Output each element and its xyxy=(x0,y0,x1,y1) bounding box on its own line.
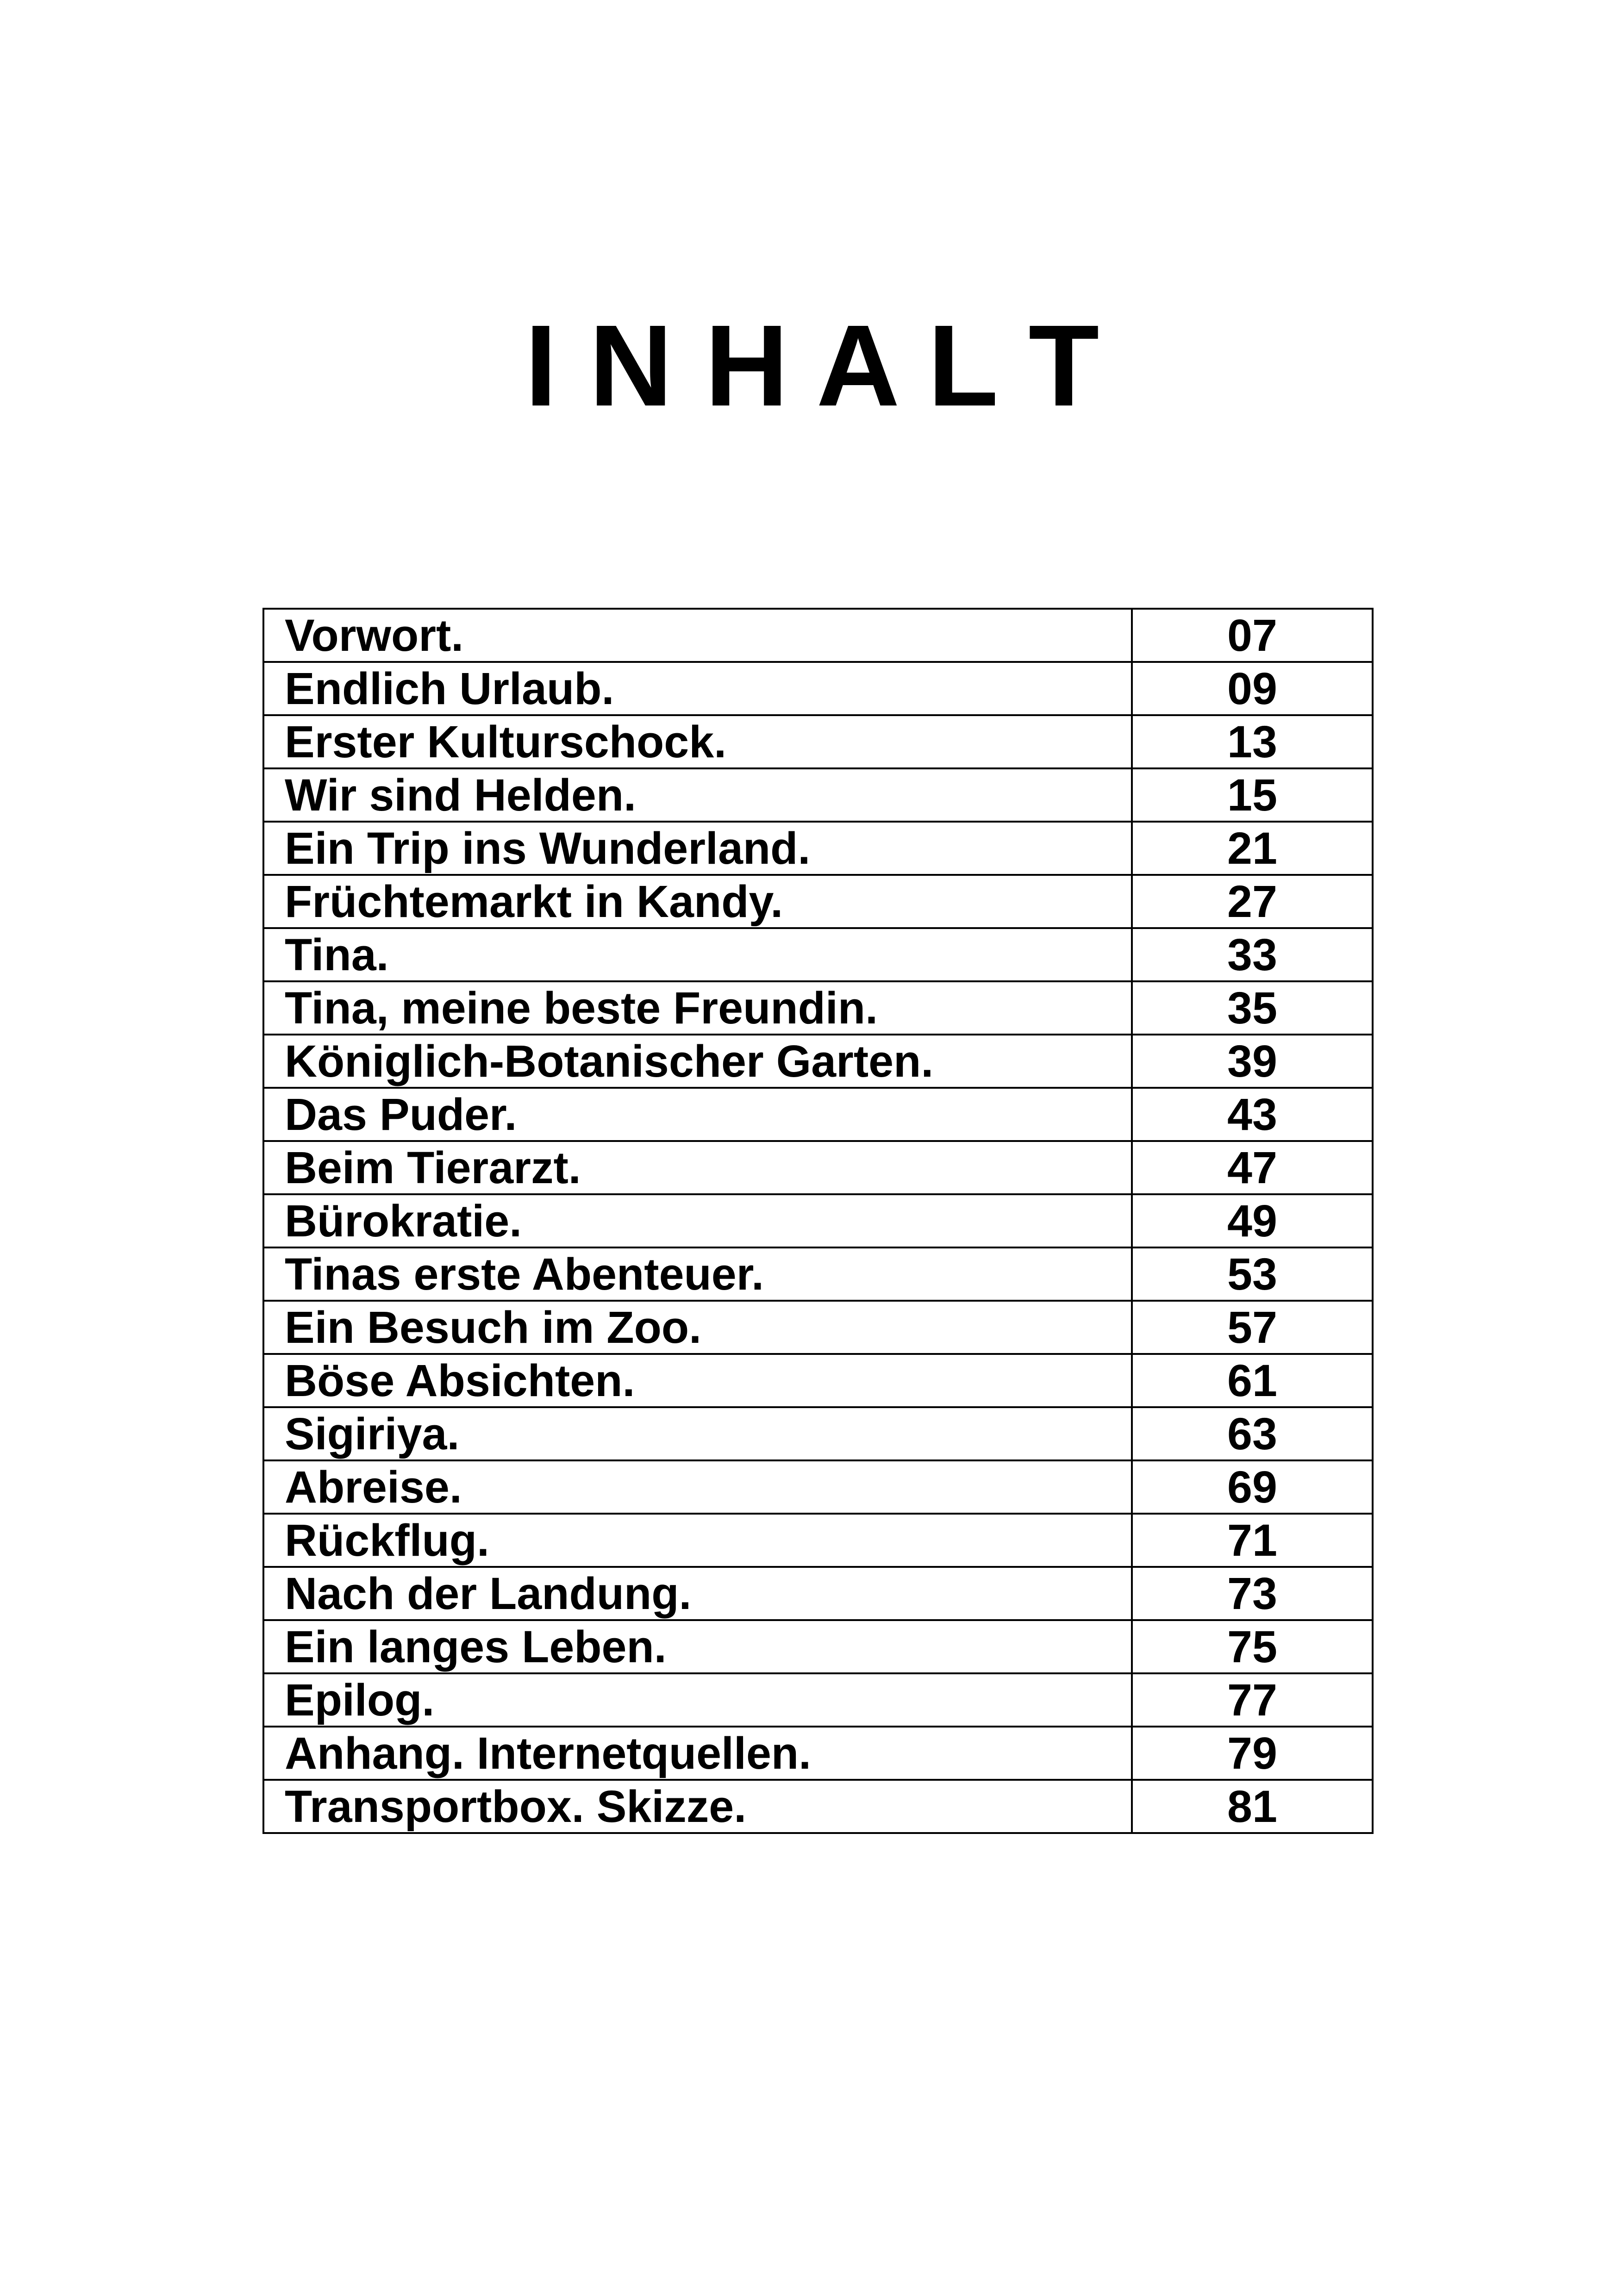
chapter-title: Böse Absichten. xyxy=(263,1354,1132,1407)
toc-row xyxy=(263,822,1373,875)
chapter-title: Transportbox. Skizze. xyxy=(263,1780,1132,1833)
toc-row xyxy=(263,662,1373,715)
toc-row xyxy=(263,1620,1373,1673)
chapter-title: Wir sind Helden. xyxy=(263,768,1132,822)
toc-row xyxy=(263,1141,1373,1194)
page-number: 49 xyxy=(1132,1194,1373,1247)
toc-row xyxy=(263,1247,1373,1301)
page-number: 47 xyxy=(1132,1141,1373,1194)
page-number: 57 xyxy=(1132,1301,1373,1354)
toc-row xyxy=(263,768,1373,822)
chapter-title: Tina. xyxy=(263,928,1132,981)
chapter-title: Tina, meine beste Freundin. xyxy=(263,981,1132,1035)
page-number: 09 xyxy=(1132,662,1373,715)
page-number: 21 xyxy=(1132,822,1373,875)
toc-row xyxy=(263,1035,1373,1088)
page-number: 35 xyxy=(1132,981,1373,1035)
toc-body xyxy=(263,609,1373,1833)
chapter-title: Sigiriya. xyxy=(263,1407,1132,1460)
chapter-title: Epilog. xyxy=(263,1673,1132,1727)
chapter-title: Tinas erste Abenteuer. xyxy=(263,1247,1132,1301)
chapter-title: Früchtemarkt in Kandy. xyxy=(263,875,1132,928)
page-number: 71 xyxy=(1132,1514,1373,1567)
chapter-title: Ein langes Leben. xyxy=(263,1620,1132,1673)
page-number: 79 xyxy=(1132,1727,1373,1780)
toc-row xyxy=(263,1460,1373,1514)
chapter-title: Königlich-Botanischer Garten. xyxy=(263,1035,1132,1088)
chapter-title: Rückflug. xyxy=(263,1514,1132,1567)
toc-row xyxy=(263,1407,1373,1460)
page-number: 39 xyxy=(1132,1035,1373,1088)
page-number: 43 xyxy=(1132,1088,1373,1141)
chapter-title: Abreise. xyxy=(263,1460,1132,1514)
chapter-title: Endlich Urlaub. xyxy=(263,662,1132,715)
page-title: I N H A L T xyxy=(525,301,1099,430)
page-number: 61 xyxy=(1132,1354,1373,1407)
table-of-contents xyxy=(262,608,1374,1834)
page-number: 77 xyxy=(1132,1673,1373,1727)
toc-row xyxy=(263,1354,1373,1407)
toc-row xyxy=(263,1088,1373,1141)
chapter-title: Ein Besuch im Zoo. xyxy=(263,1301,1132,1354)
page-number: 13 xyxy=(1132,715,1373,768)
chapter-title: Bürokratie. xyxy=(263,1194,1132,1247)
toc-row xyxy=(263,1673,1373,1727)
toc-row xyxy=(263,1567,1373,1620)
chapter-title: Vorwort. xyxy=(263,609,1132,662)
page-number: 15 xyxy=(1132,768,1373,822)
toc-row xyxy=(263,1194,1373,1247)
toc-row xyxy=(263,875,1373,928)
chapter-title: Nach der Landung. xyxy=(263,1567,1132,1620)
toc-row xyxy=(263,928,1373,981)
page-number: 63 xyxy=(1132,1407,1373,1460)
toc-row xyxy=(263,981,1373,1035)
chapter-title: Beim Tierarzt. xyxy=(263,1141,1132,1194)
toc-row xyxy=(263,1514,1373,1567)
chapter-title: Anhang. Internetquellen. xyxy=(263,1727,1132,1780)
page-number: 81 xyxy=(1132,1780,1373,1833)
page-number: 53 xyxy=(1132,1247,1373,1301)
toc-row xyxy=(263,1780,1373,1833)
page-number: 27 xyxy=(1132,875,1373,928)
page-number: 07 xyxy=(1132,609,1373,662)
page-number: 69 xyxy=(1132,1460,1373,1514)
toc-row xyxy=(263,609,1373,662)
chapter-title: Das Puder. xyxy=(263,1088,1132,1141)
toc-row xyxy=(263,1727,1373,1780)
page-number: 75 xyxy=(1132,1620,1373,1673)
chapter-title: Ein Trip ins Wunderland. xyxy=(263,822,1132,875)
chapter-title: Erster Kulturschock. xyxy=(263,715,1132,768)
page-number: 33 xyxy=(1132,928,1373,981)
toc-row xyxy=(263,715,1373,768)
page-number: 73 xyxy=(1132,1567,1373,1620)
toc-row xyxy=(263,1301,1373,1354)
